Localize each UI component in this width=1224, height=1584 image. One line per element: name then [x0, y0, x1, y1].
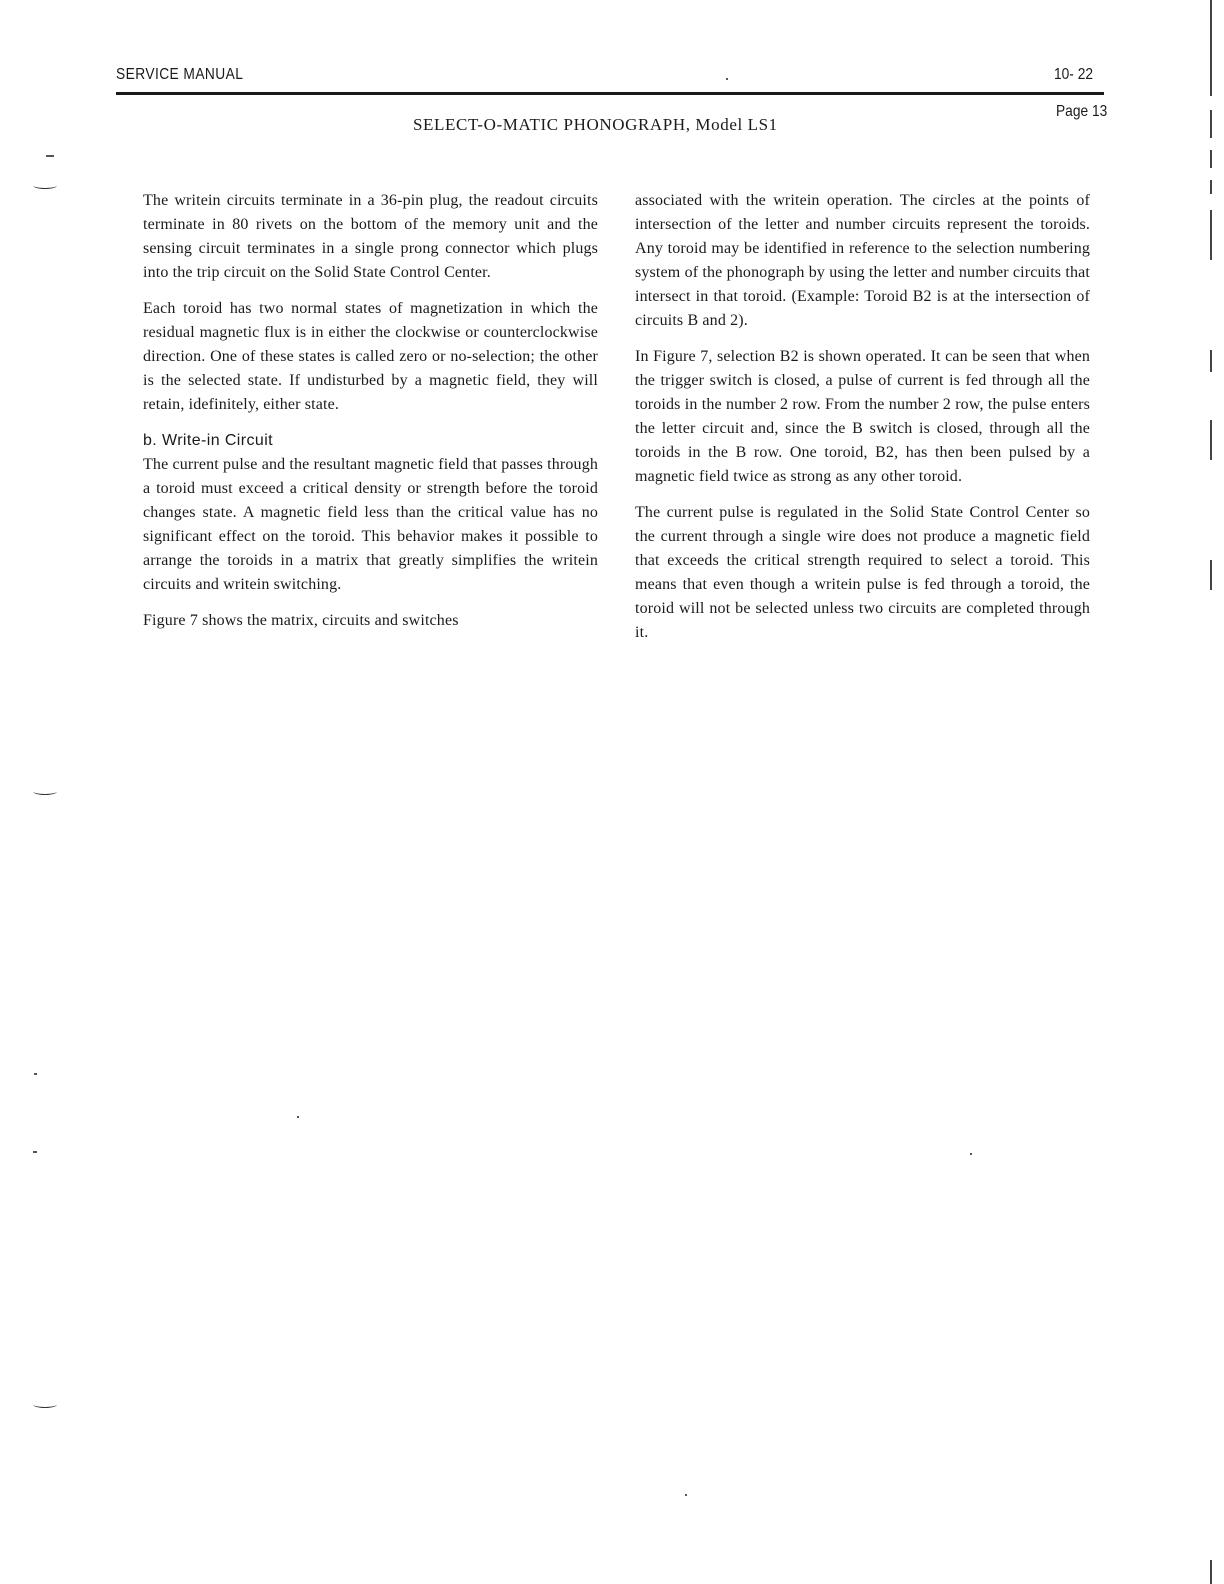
- page-edge-line: [1210, 110, 1212, 138]
- manual-label: SERVICE MANUAL: [116, 66, 244, 83]
- right-column: [635, 189, 1090, 657]
- binder-hole-mark: [33, 182, 57, 189]
- scan-speck: [970, 1153, 972, 1155]
- page-title: SELECT-O-MATIC PHONOGRAPH, Model LS1: [413, 115, 778, 134]
- page-edge-line: [1210, 210, 1212, 260]
- scan-speck: [46, 155, 54, 157]
- paragraph-magnetization-states: Each toroid has two normal states of magnetization in which the residual magnetic flux is in either the clockwise or counterclockwise direction. One of these states is called zero or no-selection; the other is the selected state. If undisturbed by a magnetic field, they will retain, idefinitely, either state.: [143, 300, 598, 413]
- binder-hole-mark: [33, 1401, 57, 1408]
- page-edge-line: [1210, 0, 1212, 96]
- paragraph-critical-density: The current pulse and the resultant magnetic field that passes through a toroid must exceed a critical density or strength before the toroid changes state. A magnetic field less than the critical value has no significant effect on the toroid. This behavior makes it possible to arrange the toroids in a matrix that greatly simplifies the writein circuits and writein switching.: [143, 456, 598, 593]
- left-column: [143, 189, 598, 645]
- paragraph-terminations: The writein circuits terminate in a 36-pin plug, the readout circuits terminate in 80 rivets on the bottom of the memory unit and the sensing circuit terminates in a single prong connector which plugs into the trip circuit on the Solid State Control Center.: [143, 192, 598, 281]
- header-rule: [116, 92, 1104, 95]
- section-heading-write-in: b. Write-in Circuit: [143, 432, 273, 449]
- scan-speck: [33, 1151, 37, 1153]
- page-edge-line: [1210, 180, 1212, 194]
- page-edge-line: [1210, 150, 1212, 168]
- scan-speck: [297, 1116, 299, 1118]
- section-number: 10- 22: [1054, 66, 1094, 83]
- paragraph-selection-b2: In Figure 7, selection B2 is shown operated. It can be seen that when the trigger switch is closed, a pulse of current is fed through all the toroids in the number 2 row. From the number 2 row, the pulse enters the letter circuit and, since the B switch is closed, through all the toroids in the B row. One toroid, B2, has then been pulsed by a magnetic field twice as strong as any other toroid.: [635, 348, 1090, 485]
- page-edge-line: [1210, 1560, 1212, 1584]
- page-edge-line: [1210, 350, 1212, 372]
- binder-hole-mark: [33, 788, 57, 795]
- paragraph-figure-7-intro: Figure 7 shows the matrix, circuits and switches: [143, 612, 459, 629]
- scan-speck: [726, 78, 728, 80]
- page-number: Page 13: [1056, 103, 1108, 120]
- paragraph-toroid-identification: associated with the writein operation. The circles at the points of intersection of the letter and number circuits represent the toroids. Any toroid may be identified in reference to the selection numbering system of the phonograph by using the letter and number circuits that intersect in that toroid. (Example: Toroid B2 is at the intersection of circuits B and 2).: [635, 192, 1090, 329]
- scan-speck: [685, 1494, 687, 1496]
- paragraph-pulse-regulation: The current pulse is regulated in the Solid State Control Center so the current through a single wire does not produce a magnetic field that exceeds the critical strength required to select a toroid. This means that even though a writein pulse is fed through a toroid, the toroid will not be selected unless two circuits are completed through it.: [635, 504, 1090, 641]
- page-edge-line: [1210, 560, 1212, 590]
- scan-speck: [34, 1073, 37, 1075]
- page-edge-line: [1210, 420, 1212, 460]
